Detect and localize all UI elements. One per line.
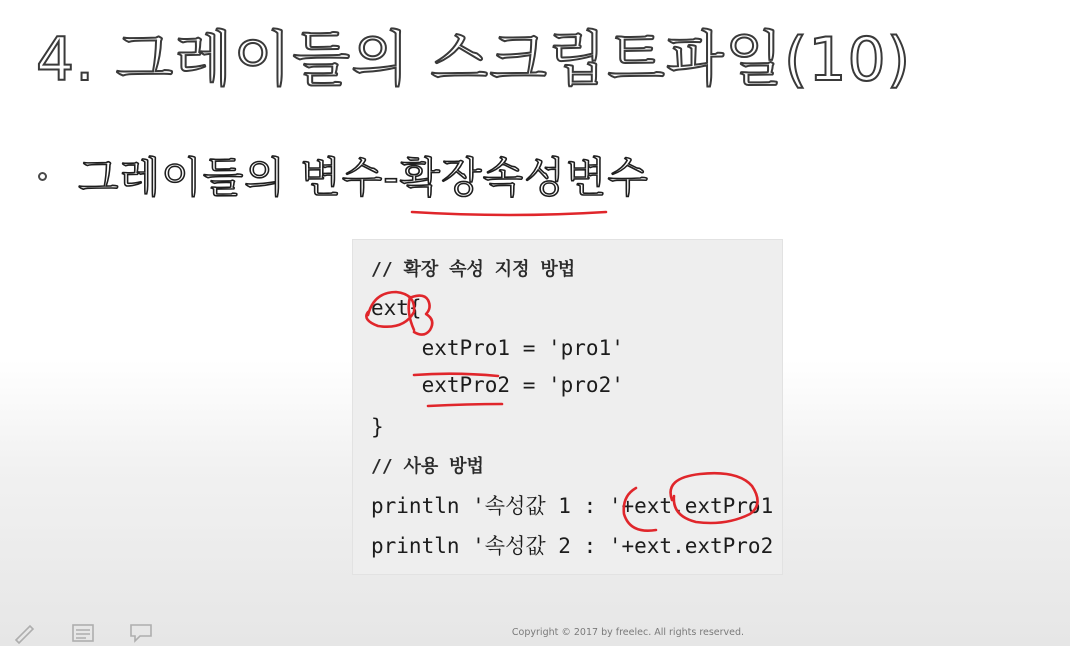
code-comment-line: // 사용 방법 [371,456,484,477]
code-line: extPro1 = 'pro1' [371,336,624,360]
code-block [352,239,783,575]
bullet-dot-icon [38,172,47,181]
code-line: ext{ [371,296,422,320]
code-line: extPro2 = 'pro2' [371,373,624,397]
slide-title: 4. 그레이들의 스크립트파일(10) [36,25,912,95]
code-line: println '속성값 1 : '+ext.extPro1 [371,494,774,518]
footer-copyright: Copyright © 2017 by freelec. All rights reserved. [511,627,745,638]
bullet-text: 그레이들의 변수-확장속성변수 [78,153,649,202]
code-comment-line: // 확장 속성 지정 방법 [371,259,576,280]
code-line: } [371,415,384,439]
annotation-underline-title [412,212,606,215]
code-line: println '속성값 2 : '+ext.extPro2 [371,534,774,558]
